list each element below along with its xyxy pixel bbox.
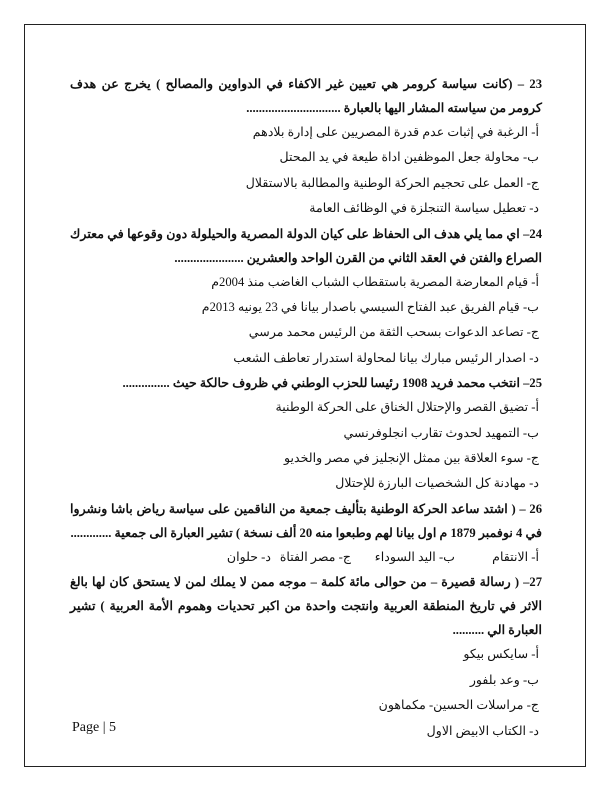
option-27-c: ج- مراسلات الحسين- مكماهون	[378, 698, 539, 713]
option-24-d: د- اصدار الرئيس مبارك بيانا لمحاولة استدرار تعاطف الشعب	[233, 350, 539, 365]
option-25-b: ب- التمهيد لحدوث تقارب انجلوفرنسي	[343, 425, 539, 440]
question-23: 23 – (كانت سياسة كرومر هي تعيين غير الاكفاء في الدواوين والمصالح ) يخرج عن هدف كرومر من سياسته المشار اليها بالعبارة ..............................	[70, 77, 542, 115]
option-23-c: ج- العمل على تحجيم الحركة الوطنية والمطالبة بالاستقلال	[245, 175, 539, 190]
option-24-b: ب- قيام الفريق عبد الفتاح السيسي باصدار بيانا في 23 يونيه 2013م	[201, 300, 539, 315]
option-24-c: ج- تصاعد الدعوات بسحب الثقة من الرئيس محمد مرسي	[248, 325, 539, 340]
question-27: 27– ( رسالة قصيرة – من حوالى مائة كلمة – موجه ممن لا يملك لمن لا يستحق كان لها بالغ الاثر في تاريخ المنطقة العربية وانتجت واحدة من اكبر تحديات وهموم الأمة العربية ) تشير العبارة الي ..........	[70, 575, 542, 638]
option-23-b: ب- محاولة جعل الموظفين اداة طيعة في يد المحتل	[279, 150, 539, 165]
option-25-a: أ- تضيق القصر والإحتلال الخناق على الحركة الوطنية	[275, 400, 539, 415]
question-26: 26 – ( اشتد ساعد الحركة الوطنية بتأليف جمعية من الناقمين على سياسة رياض باشا ونشروا في 4 نوفمبر 1879 م اول بيانا لهم وطبعوا منه 20 ألف نسخة ) تشير العبارة الى جمعية .............	[70, 501, 542, 540]
document-body	[70, 72, 542, 744]
page-number: Page | 5	[72, 720, 117, 735]
question-24: 24– اي مما يلي هدف الى الحفاظ على كيان الدولة المصرية والحيلولة دون وقوعها في معترك الصراع والفتن في العقد الثاني من القرن الواحد والعشرين ......................	[70, 226, 542, 265]
option-24-a: أ- قيام المعارضة المصرية باستقطاب الشباب الغاضب منذ 2004م	[211, 274, 539, 289]
option-23-a: أ- الرغبة في إثبات عدم قدرة المصريين على إدارة بلادهم	[252, 125, 539, 139]
option-25-c: ج- سوء العلاقة بين ممثل الإنجليز في مصر والخديو	[284, 451, 539, 466]
options-26-row	[70, 545, 542, 570]
option-26-b: ب- اليد السوداء	[374, 549, 455, 564]
option-26-a: أ- الانتقام	[492, 549, 539, 564]
option-26-c: ج- مصر الفتاة	[279, 549, 351, 564]
option-26-d: د- حلوان	[226, 549, 271, 564]
option-27-b: ب- وعد بلفور	[469, 672, 539, 687]
option-25-d: د- مهادنة كل الشخصيات البارزة للإحتلال	[335, 476, 539, 491]
question-25: 25– انتخب محمد فريد 1908 رئيسا للحزب الوطني في ظروف حالكة حيث ...............	[122, 376, 542, 391]
option-27-a: أ- سايكس بيكو	[463, 647, 539, 662]
option-23-d: د- تعطيل سياسة التنجلزة في الوظائف العامة	[309, 201, 539, 216]
option-27-d: د- الكتاب الابيض الاول	[426, 723, 539, 738]
